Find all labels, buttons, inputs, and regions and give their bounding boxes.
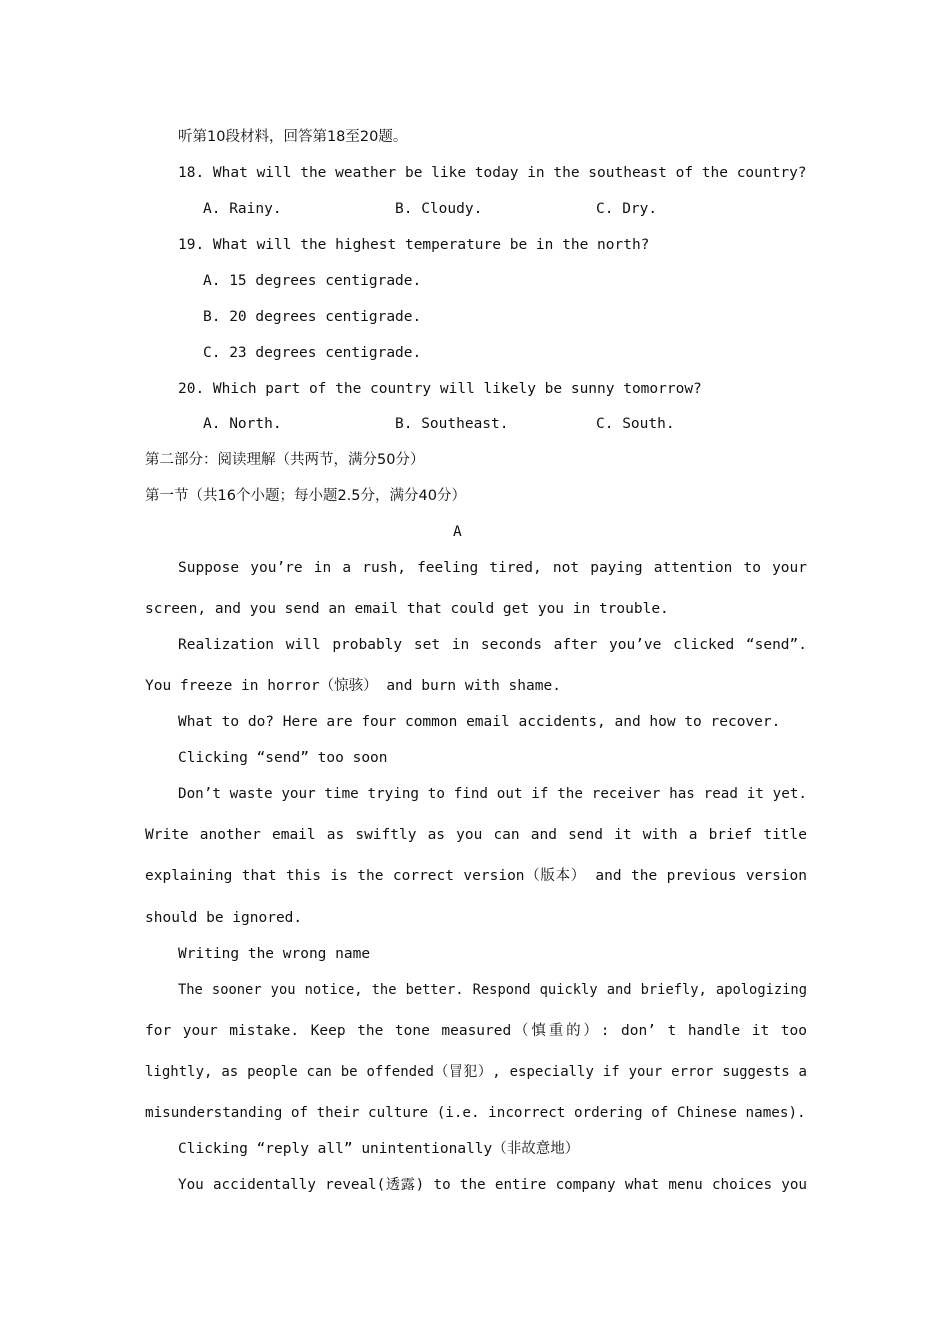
paragraph-line: lightly, as people can be offended（冒犯）, especially if your error suggests a [145, 1064, 807, 1080]
paragraph-line: screen, and you send an email that could get you in trouble. [145, 601, 669, 617]
part-title: 第二部分：阅读理解（共两节，满分50分） [145, 452, 425, 468]
listening-intro: 听第10段材料，回答第18至20题。 [178, 129, 408, 145]
paragraph-line: explaining that this is the correct version（版本） and the previous version [145, 868, 807, 884]
question-20-option-c: C. South. [596, 416, 675, 432]
passage-label: A [453, 524, 462, 540]
paragraph-line: The sooner you notice, the better. Respond quickly and briefly, apologizing [178, 982, 807, 998]
question-18-option-c: C. Dry. [596, 201, 658, 217]
paragraph-line: You freeze in horror（惊骇） and burn with shame. [145, 678, 561, 694]
question-18-option-a: A. Rainy. [203, 201, 282, 217]
question-18-stem: 18. What will the weather be like today in the southeast of the country? [178, 165, 807, 181]
paragraph-line: should be ignored. [145, 910, 303, 926]
question-19-option-b: B. 20 degrees centigrade. [203, 309, 422, 325]
paragraph-line: Suppose you’re in a rush, feeling tired, not paying attention to your [178, 560, 807, 576]
paragraph-line: You accidentally reveal(透露) to the entire company what menu choices you [178, 1177, 807, 1193]
subheading: Clicking “reply all” unintentionally（非故意地） [178, 1141, 580, 1157]
paragraph-line: Write another email as swiftly as you can and send it with a brief title [145, 827, 807, 843]
section-title: 第一节（共16个小题；每小题2.5分，满分40分） [145, 488, 466, 504]
question-19-option-c: C. 23 degrees centigrade. [203, 345, 422, 361]
paragraph-line: for your mistake. Keep the tone measured（慎重的）: don’ t handle it too [145, 1023, 807, 1039]
question-18-option-b: B. Cloudy. [395, 201, 483, 217]
paragraph-line: misunderstanding of their culture (i.e. incorrect ordering of Chinese names). [145, 1105, 806, 1121]
subheading: Writing the wrong name [178, 946, 371, 962]
subheading: Clicking “send” too soon [178, 750, 388, 766]
question-19-option-a: A. 15 degrees centigrade. [203, 273, 422, 289]
question-19-stem: 19. What will the highest temperature be in the north? [178, 237, 650, 253]
question-20-option-b: B. Southeast. [395, 416, 509, 432]
question-20-stem: 20. Which part of the country will likely be sunny tomorrow? [178, 381, 702, 397]
paragraph-line: What to do? Here are four common email accidents, and how to recover. [178, 714, 781, 730]
paragraph-line: Don’t waste your time trying to find out if the receiver has read it yet. [178, 786, 807, 802]
paragraph-line: Realization will probably set in seconds after you’ve clicked “send”. [178, 637, 807, 653]
question-20-option-a: A. North. [203, 416, 282, 432]
